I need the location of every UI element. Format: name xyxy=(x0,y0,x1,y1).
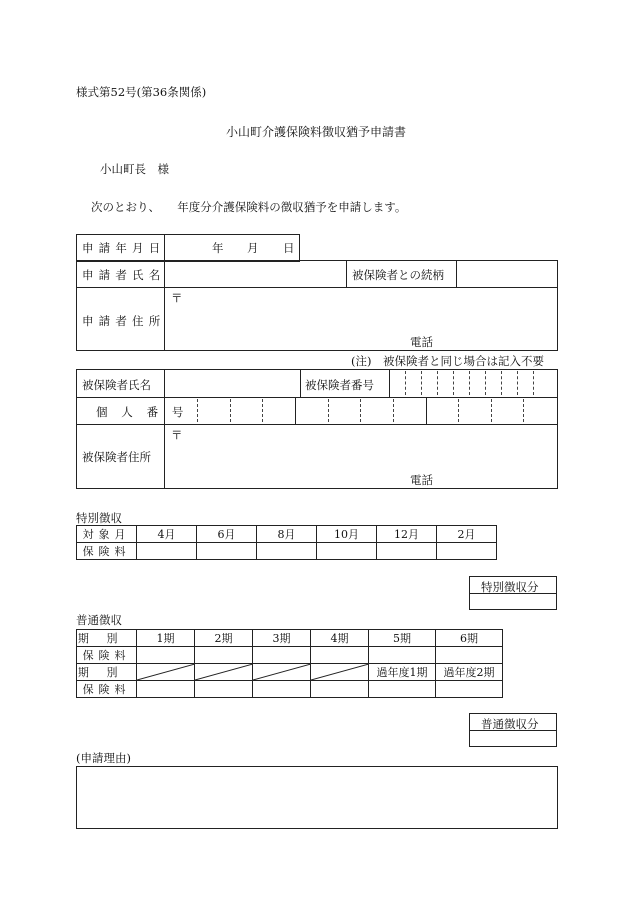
special-table xyxy=(76,525,497,560)
premium-cell[interactable] xyxy=(369,681,436,698)
premium-cell[interactable] xyxy=(197,543,257,560)
intro-text: 次のとおり、 年度分介護保険料の徴収猶予を申請します。 xyxy=(91,200,407,214)
ordinary-table xyxy=(76,629,503,698)
premium-cell[interactable] xyxy=(257,543,317,560)
premium-cell[interactable] xyxy=(137,681,195,698)
premium-cell[interactable] xyxy=(436,647,503,664)
reason-input-area[interactable] xyxy=(76,766,558,829)
relation-label: 被保険者との続柄 xyxy=(352,268,444,282)
personal-number-label: 個人番号 xyxy=(96,405,198,419)
insured-address-label: 被保険者住所 xyxy=(82,450,151,464)
form-number: 様式第52号(第36条関係) xyxy=(76,85,207,99)
addressee: 小山町長 様 xyxy=(100,162,169,176)
blank-diagonal-cell xyxy=(253,664,311,681)
premium-cell[interactable] xyxy=(253,681,311,698)
period-cell: 1期 xyxy=(137,630,195,647)
premium-cell[interactable] xyxy=(137,647,195,664)
page-title: 小山町介護保険料徴収猶予申請書 xyxy=(226,125,407,139)
period-label: 期別 xyxy=(77,664,137,681)
blank-diagonal-cell xyxy=(137,664,195,681)
date-day[interactable]: 日 xyxy=(283,241,295,255)
applicant-address-label: 申請者住所 xyxy=(82,314,166,328)
premium-cell[interactable] xyxy=(377,543,437,560)
applicant-name-label: 申請者氏名 xyxy=(82,268,166,282)
special-heading: 特別徴収 xyxy=(76,511,122,525)
premium-cell[interactable] xyxy=(369,647,436,664)
premium-cell[interactable] xyxy=(195,681,253,698)
month-cell: 6月 xyxy=(197,526,257,543)
premium-cell[interactable] xyxy=(317,543,377,560)
applicant-note: (注) 被保険者と同じ場合は記入不要 xyxy=(351,354,544,368)
insured-name-label: 被保険者氏名 xyxy=(82,378,151,392)
period-label: 期別 xyxy=(77,630,137,647)
ordinary-heading: 普通徴収 xyxy=(76,613,122,627)
premium-cell[interactable] xyxy=(311,647,369,664)
date-year[interactable]: 年 xyxy=(212,241,224,255)
premium-cell[interactable] xyxy=(195,647,253,664)
reason-label: (申請理由) xyxy=(76,751,131,765)
ordinary-box-label: 普通徴収分 xyxy=(481,717,539,731)
premium-cell[interactable] xyxy=(137,543,197,560)
premium-label: 保険料 xyxy=(77,543,137,560)
insured-postal-mark: 〒 xyxy=(171,428,183,442)
premium-label: 保険料 xyxy=(77,681,137,698)
premium-cell[interactable] xyxy=(437,543,497,560)
period-cell: 4期 xyxy=(311,630,369,647)
premium-label: 保険料 xyxy=(77,647,137,664)
premium-cell[interactable] xyxy=(311,681,369,698)
month-cell: 4月 xyxy=(137,526,197,543)
special-box-label: 特別徴収分 xyxy=(481,580,539,594)
period-cell: 5期 xyxy=(369,630,436,647)
period-cell: 2期 xyxy=(195,630,253,647)
month-cell: 2月 xyxy=(437,526,497,543)
applicant-phone-label: 電話 xyxy=(410,335,433,349)
premium-cell[interactable] xyxy=(253,647,311,664)
applicant-postal-mark: 〒 xyxy=(171,291,183,305)
month-cell: 12月 xyxy=(377,526,437,543)
premium-cell[interactable] xyxy=(436,681,503,698)
period-cell: 6期 xyxy=(436,630,503,647)
target-month-label: 対象月 xyxy=(77,526,137,543)
month-cell: 10月 xyxy=(317,526,377,543)
period-cell: 3期 xyxy=(253,630,311,647)
blank-diagonal-cell xyxy=(311,664,369,681)
period-cell: 過年度1期 xyxy=(369,664,436,681)
blank-diagonal-cell xyxy=(195,664,253,681)
date-month[interactable]: 月 xyxy=(247,241,259,255)
insured-number-label: 被保険者番号 xyxy=(305,378,374,392)
month-cell: 8月 xyxy=(257,526,317,543)
date-label: 申請年月日 xyxy=(82,241,166,255)
period-cell: 過年度2期 xyxy=(436,664,503,681)
insured-phone-label: 電話 xyxy=(410,473,433,487)
